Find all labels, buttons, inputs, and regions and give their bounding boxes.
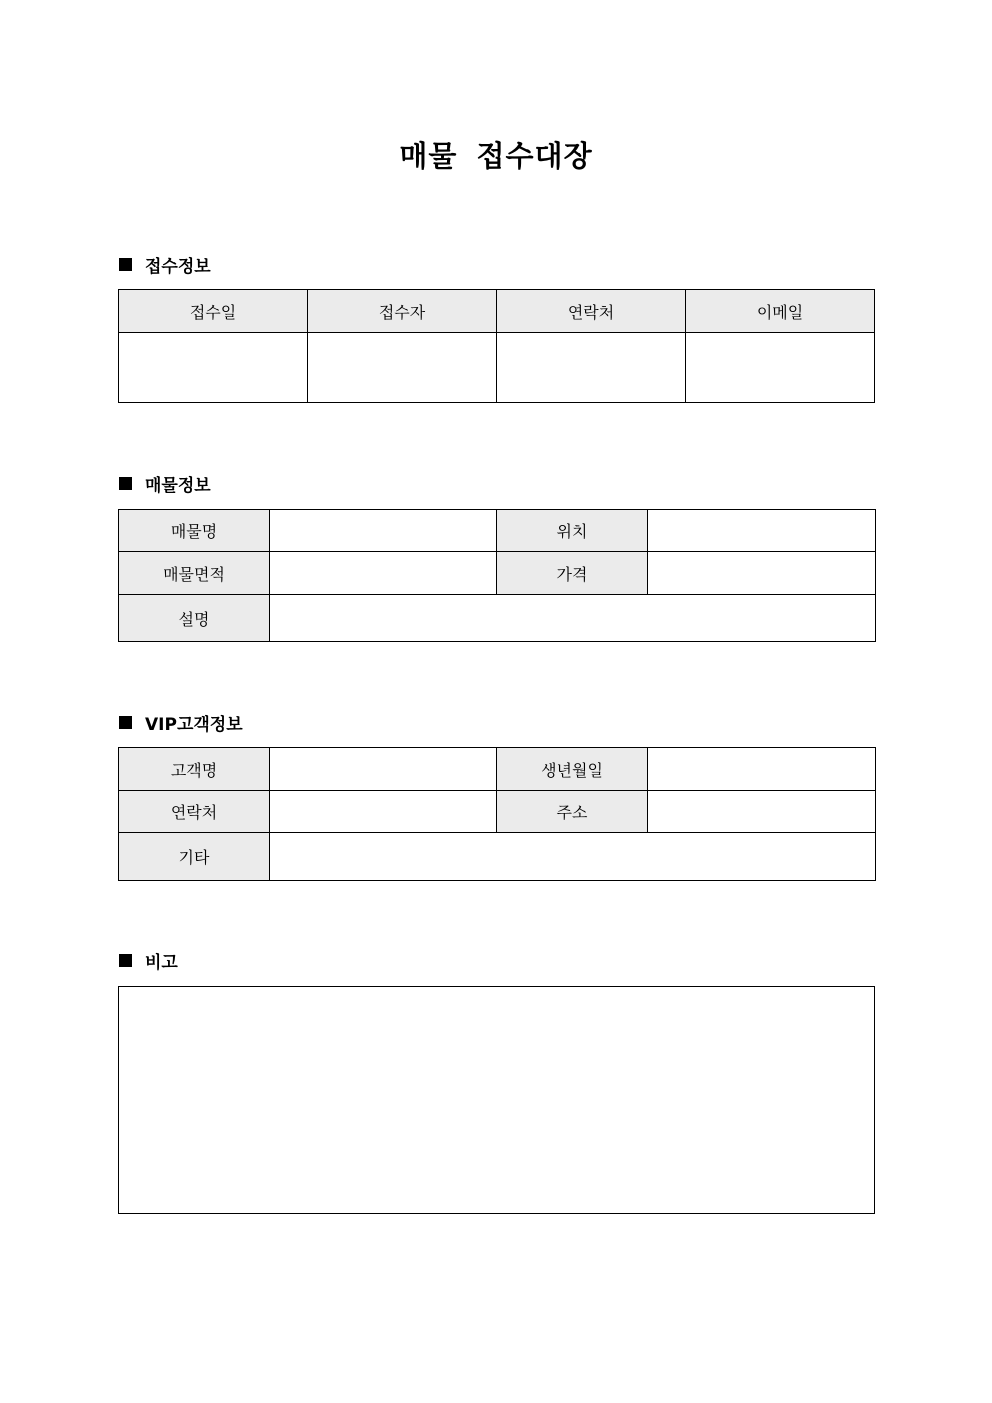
price-label: 가격	[497, 552, 648, 595]
description-field[interactable]	[270, 595, 876, 642]
location-label: 위치	[497, 510, 648, 552]
vip-heading-text: VIP고객정보	[145, 714, 243, 735]
location-field[interactable]	[648, 510, 876, 552]
remarks-section-heading	[119, 947, 178, 973]
reception-table	[118, 289, 875, 403]
address-label: 주소	[497, 791, 648, 833]
property-area-field[interactable]	[270, 552, 497, 595]
vip-contact-field[interactable]	[270, 791, 497, 833]
vip-section-heading	[119, 709, 243, 735]
address-field[interactable]	[648, 791, 876, 833]
property-area-label: 매물면적	[119, 552, 270, 595]
square-bullet-icon	[119, 716, 132, 729]
reception-section-heading	[119, 251, 211, 277]
customer-name-field[interactable]	[270, 748, 497, 791]
description-label: 설명	[119, 595, 270, 642]
receiver-field[interactable]	[308, 333, 497, 403]
price-field[interactable]	[648, 552, 876, 595]
reception-date-header: 접수일	[119, 290, 308, 333]
square-bullet-icon	[119, 477, 132, 490]
customer-name-label: 고객명	[119, 748, 270, 791]
birthdate-field[interactable]	[648, 748, 876, 791]
reception-heading-text: 접수정보	[145, 256, 211, 277]
property-section-heading	[119, 470, 211, 496]
vip-table	[118, 747, 876, 881]
contact-header: 연락처	[497, 290, 686, 333]
contact-field[interactable]	[497, 333, 686, 403]
email-header: 이메일	[686, 290, 875, 333]
receiver-header: 접수자	[308, 290, 497, 333]
birthdate-label: 생년월일	[497, 748, 648, 791]
property-name-label: 매물명	[119, 510, 270, 552]
property-table	[118, 509, 876, 642]
etc-label: 기타	[119, 833, 270, 881]
property-heading-text: 매물정보	[145, 475, 211, 496]
square-bullet-icon	[119, 954, 132, 967]
vip-contact-label: 연락처	[119, 791, 270, 833]
square-bullet-icon	[119, 258, 132, 271]
email-field[interactable]	[686, 333, 875, 403]
etc-field[interactable]	[270, 833, 876, 881]
reception-date-field[interactable]	[119, 333, 308, 403]
property-name-field[interactable]	[270, 510, 497, 552]
remarks-heading-text: 비고	[145, 952, 178, 973]
document-title: 매물 접수대장	[399, 139, 593, 173]
remarks-field[interactable]	[118, 986, 875, 1214]
